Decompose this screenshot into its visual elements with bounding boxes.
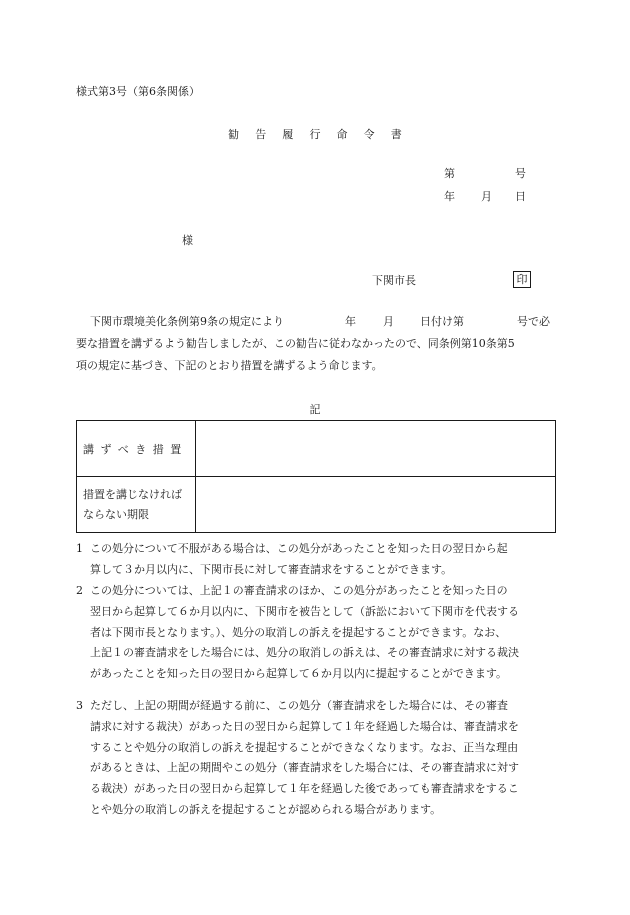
note-number: 2: [76, 584, 83, 597]
body-text-line: 項の規定に基づき、下記のとおり措置を講ずるよう命じます。: [76, 359, 383, 372]
note-line: 翌日から起算して６か月以内に、下関市を被告として（訴訟において下関市を代表する: [90, 604, 519, 618]
note-item: [76, 696, 564, 821]
note-line: この処分について不服がある場合は、この処分があったことを知った日の翌日から起: [90, 542, 508, 555]
note-number: 3: [76, 699, 83, 712]
document-number-prefix: 第: [444, 167, 455, 180]
title-char: 告: [255, 128, 267, 141]
deadline-value-cell: [196, 477, 556, 533]
body-date-number-label: 日付け第: [420, 315, 464, 328]
document-number-suffix: 号: [515, 167, 526, 180]
measures-table: [76, 420, 556, 533]
sender-name: 下関市長: [372, 274, 416, 287]
seal-mark: 印: [513, 271, 531, 288]
form-identifier: 様式第3号（第6条関係）: [76, 85, 200, 98]
note-line: 請求に対する裁決）があった日の翌日から起算して１年を経過した場合は、審査請求を: [90, 719, 519, 733]
note-line: 上記１の審査請求をした場合には、処分の取消しの訴えは、その審査請求に対する裁決: [90, 646, 519, 660]
body-text-segment: 下関市環境美化条例第9条の規定により: [90, 315, 284, 328]
note-number: 1: [76, 542, 83, 555]
note-line: することや処分の取消しの訴えを提起することができなくなります。なお、正当な理由: [90, 740, 519, 754]
deadline-label-line: 措置を講じなければ: [83, 487, 182, 501]
body-text-line: 要な措置を講ずるよう勧告しましたが、この勧告に従わなかったので、同条例第10条第5: [76, 337, 515, 350]
measures-value-cell: [196, 421, 556, 477]
table-row: [77, 421, 556, 477]
date-month-label: 月: [481, 190, 492, 203]
deadline-label-line: ならない期限: [83, 507, 149, 521]
note-line: この処分については、上記１の審査請求のほか、この処分があったことを知った日の: [90, 584, 508, 597]
note-line: とや処分の取消しの訴えを提起することが認められる場合があります。: [90, 802, 442, 816]
body-year-label: 年: [345, 315, 356, 328]
date-year-label: 年: [444, 190, 455, 203]
title-char: 令: [363, 128, 375, 141]
note-line: があるときは、上記の期間やこの処分（審査請求をした場合には、その審査請求に対す: [90, 761, 519, 775]
body-number-suffix: 号で必: [517, 315, 550, 328]
note-item: [76, 581, 564, 685]
addressee-honorific: 様: [182, 234, 193, 247]
note-line: があったことを知った日の翌日から起算して６か月以内に提起することができます。: [90, 667, 508, 681]
title-char: 行: [309, 128, 321, 141]
ki-heading: 記: [309, 403, 321, 416]
title-char: 命: [336, 128, 348, 141]
title-char: 勧: [228, 128, 240, 141]
note-line: ただし、上記の期間が経過する前に、この処分（審査請求をした場合には、その審査: [90, 699, 508, 712]
document-title: [0, 129, 630, 140]
deadline-label: [77, 477, 196, 533]
note-line: る裁決）があった日の翌日から起算して１年を経過した後であっても審査請求をするこ: [90, 782, 519, 796]
table-row: [77, 477, 556, 533]
measures-label: 講ずべき措置: [77, 421, 196, 477]
note-line: 算して３か月以内に、下関市長に対して審査請求をすることができます。: [90, 562, 453, 576]
title-char: 書: [390, 128, 402, 141]
title-char: 履: [282, 128, 294, 141]
date-day-label: 日: [515, 190, 526, 203]
body-month-label: 月: [383, 315, 394, 328]
note-item: [76, 539, 564, 581]
note-line: 者は下関市長となります。）、処分の取消しの訴えを提起することができます。なお、: [90, 625, 507, 639]
